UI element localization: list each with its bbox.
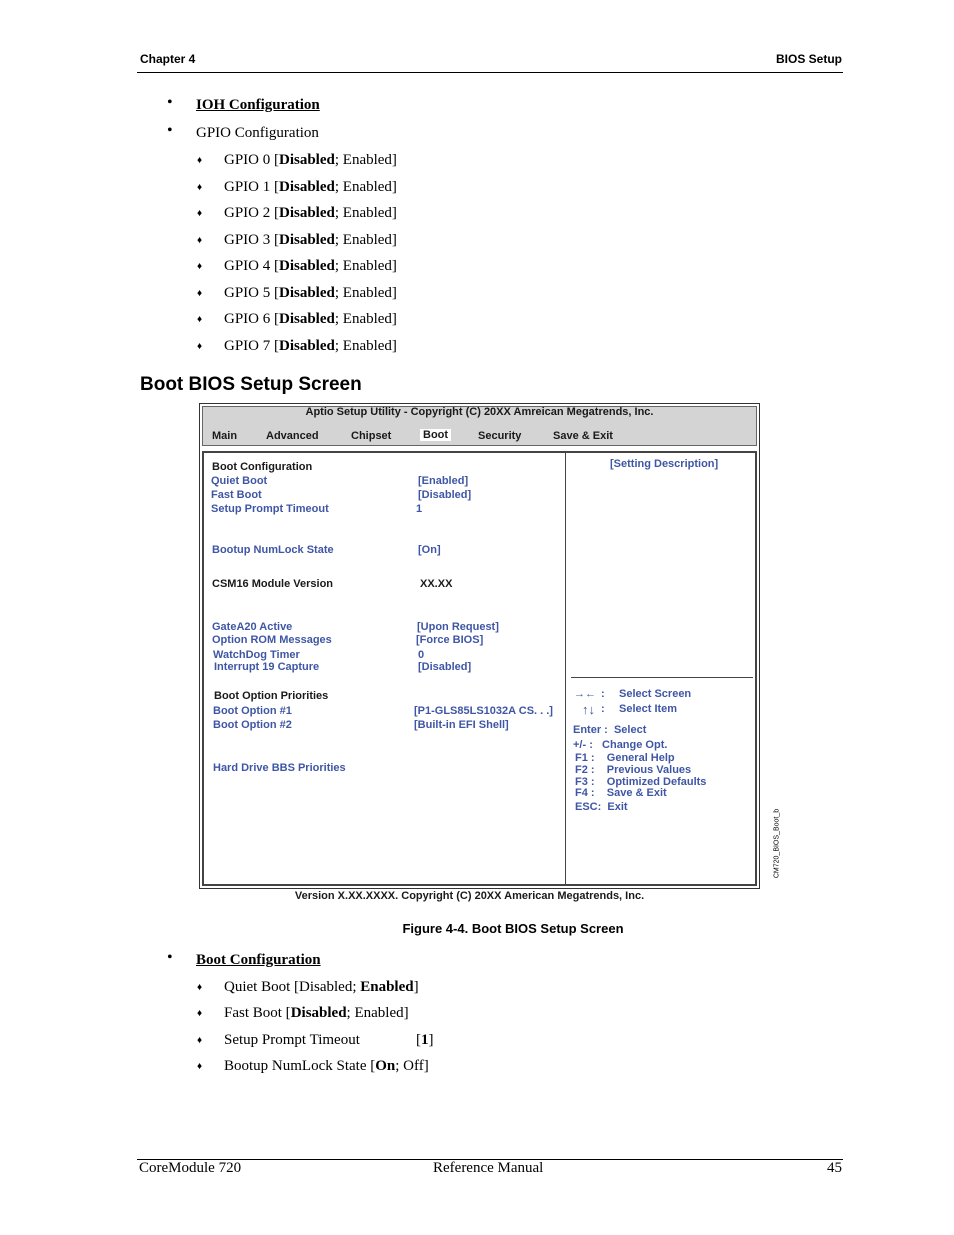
enter-help: Enter : Select <box>573 724 647 736</box>
gpio-item: ♦ GPIO 3 [Disabled; Enabled] <box>197 232 397 248</box>
section-label: BIOS Setup <box>775 52 842 66</box>
option-rom-option[interactable]: Option ROM Messages <box>212 634 332 646</box>
esc-help: ESC: Exit <box>575 801 628 813</box>
bios-version: Version X.XX.XXXX. Copyright (C) 20XX American Megatrends, Inc. <box>294 890 645 902</box>
setting-description: [Setting Description] <box>610 458 719 470</box>
gpio-item: ♦ GPIO 7 [Disabled; Enabled] <box>197 338 397 354</box>
boot-config-heading: Boot Configuration <box>212 461 313 473</box>
gpio-item: ♦ GPIO 0 [Disabled; Enabled] <box>197 152 397 168</box>
section-title: Boot BIOS Setup Screen <box>140 374 362 395</box>
change-opt-help: +/- : Change Opt. <box>573 739 668 751</box>
boot-option-2[interactable]: Boot Option #2 <box>213 719 292 731</box>
csm-label: CSM16 Module Version <box>212 578 334 590</box>
watchdog-value[interactable]: 0 <box>418 649 425 661</box>
left-right-arrow-icon: →← <box>574 688 596 700</box>
int19-option[interactable]: Interrupt 19 Capture <box>214 661 320 673</box>
bullet-gpio: • GPIO Configuration <box>167 122 319 141</box>
boot-config-item: ♦ Quiet Boot [Disabled; Enabled] <box>197 979 419 995</box>
setup-prompt-value[interactable]: 1 <box>416 503 423 515</box>
select-screen-help: Select Screen <box>619 688 692 700</box>
boot-config-item: ♦ Bootup NumLock State [On; Off] <box>197 1058 429 1074</box>
footer-manual: Reference Manual <box>433 1160 544 1176</box>
f3-help: F3 : Optimized Defaults <box>575 776 707 788</box>
hdd-bbs-option[interactable]: Hard Drive BBS Priorities <box>213 762 346 774</box>
tab-advanced[interactable]: Advanced <box>266 430 319 442</box>
numlock-option[interactable]: Bootup NumLock State <box>212 544 334 556</box>
boot-config-item: ♦ Fast Boot [Disabled; Enabled] <box>197 1005 409 1021</box>
select-screen-colon: : <box>601 688 605 700</box>
tab-main[interactable]: Main <box>212 430 238 442</box>
csm-value: XX.XX <box>420 578 453 590</box>
tab-boot[interactable]: Boot <box>420 429 451 441</box>
figure-caption: Figure 4-4. Boot BIOS Setup Screen <box>402 921 624 936</box>
boot-option-1-value[interactable]: [P1-GLS85LS1032A CS. . .] <box>414 705 553 717</box>
boot-option-1[interactable]: Boot Option #1 <box>213 705 292 717</box>
tab-security[interactable]: Security <box>478 430 522 442</box>
gatea20-value[interactable]: [Upon Request] <box>417 621 499 633</box>
gpio-item: ♦ GPIO 4 [Disabled; Enabled] <box>197 258 397 274</box>
watchdog-option[interactable]: WatchDog Timer <box>213 649 300 661</box>
gpio-item: ♦ GPIO 2 [Disabled; Enabled] <box>197 205 397 221</box>
gpio-item: ♦ GPIO 6 [Disabled; Enabled] <box>197 311 397 327</box>
tab-save-exit[interactable]: Save & Exit <box>553 430 613 442</box>
select-item-colon: : <box>601 703 605 715</box>
quiet-boot-value[interactable]: [Enabled] <box>418 475 469 487</box>
numlock-value[interactable]: [On] <box>418 544 441 556</box>
setup-prompt-option[interactable]: Setup Prompt Timeout <box>211 503 329 515</box>
f2-help: F2 : Previous Values <box>575 764 692 776</box>
boot-priorities-heading: Boot Option Priorities <box>214 690 329 702</box>
footer-product: CoreModule 720 <box>139 1160 242 1176</box>
bullet-ioh: • IOH Configuration <box>167 94 320 113</box>
gpio-item: ♦ GPIO 5 [Disabled; Enabled] <box>197 285 397 301</box>
fast-boot-option[interactable]: Fast Boot <box>211 489 262 501</box>
boot-config-item: ♦ Setup Prompt Timeout [1] <box>197 1032 434 1048</box>
up-down-arrow-icon: ↑↓ <box>582 702 595 717</box>
header-rule <box>137 72 843 73</box>
bullet-boot-config: • Boot Configuration <box>167 949 321 968</box>
f1-help: F1 : General Help <box>575 752 675 764</box>
fast-boot-value[interactable]: [Disabled] <box>418 489 472 501</box>
gpio-item: ♦ GPIO 1 [Disabled; Enabled] <box>197 179 397 195</box>
int19-value[interactable]: [Disabled] <box>418 661 472 673</box>
gatea20-option[interactable]: GateA20 Active <box>212 621 293 633</box>
bios-divider <box>565 453 566 884</box>
f4-help: F4 : Save & Exit <box>575 787 667 799</box>
help-divider <box>571 677 753 678</box>
bios-title: Aptio Setup Utility - Copyright (C) 20XX Amreican Megatrends, Inc. <box>305 406 654 418</box>
select-item-help: Select Item <box>619 703 678 715</box>
option-rom-value[interactable]: [Force BIOS] <box>416 634 484 646</box>
boot-option-2-value[interactable]: [Built-in EFI Shell] <box>414 719 509 731</box>
quiet-boot-option[interactable]: Quiet Boot <box>211 475 268 487</box>
tab-chipset[interactable]: Chipset <box>351 430 392 442</box>
page-number: 45 <box>827 1160 842 1176</box>
figure-id-label: CM720_BIOS_Boot_b <box>773 808 781 879</box>
chapter-label: Chapter 4 <box>140 52 196 66</box>
bios-screen <box>199 403 760 889</box>
